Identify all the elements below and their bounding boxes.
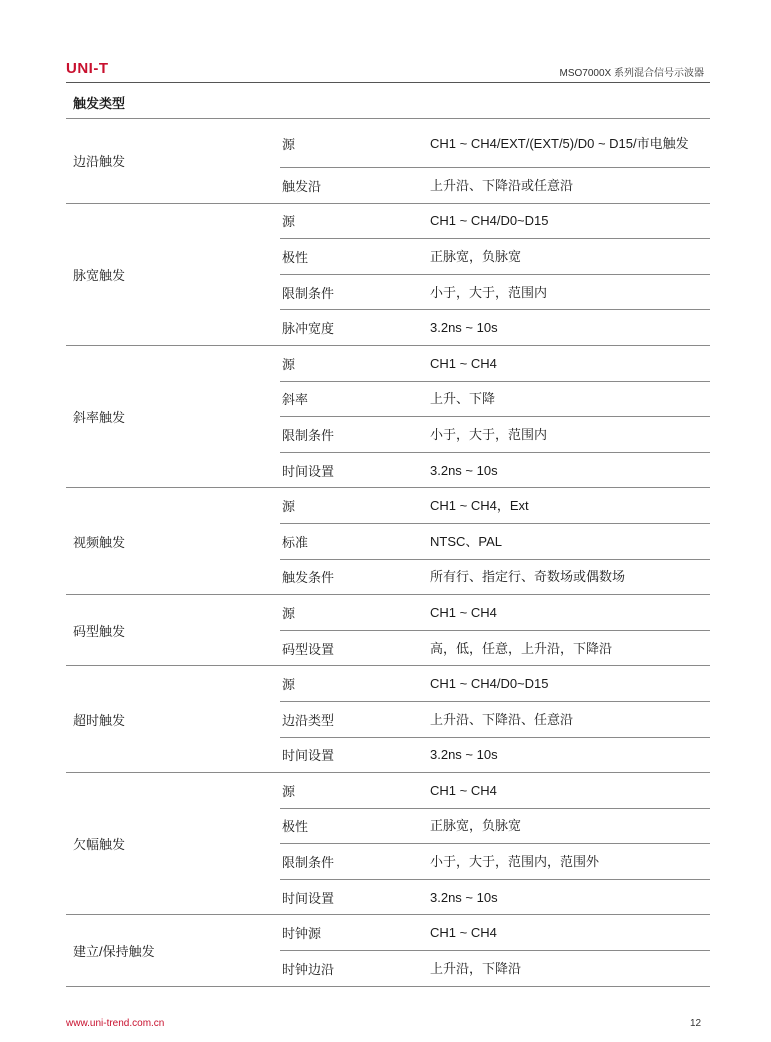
parameter-name: 限制条件 bbox=[280, 844, 427, 880]
parameter-name: 时间设置 bbox=[280, 452, 427, 488]
trigger-type-name: 建立/保持触发 bbox=[66, 915, 280, 986]
parameter-name: 极性 bbox=[280, 239, 427, 275]
parameter-name: 源 bbox=[280, 203, 427, 239]
spec-row bbox=[66, 915, 710, 951]
parameter-name: 源 bbox=[280, 773, 427, 809]
trigger-type-name: 视频触发 bbox=[66, 488, 280, 595]
trigger-type-name: 边沿触发 bbox=[66, 119, 280, 204]
parameter-value: 所有行、指定行、奇数场或偶数场 bbox=[427, 559, 710, 595]
page-header bbox=[66, 58, 710, 84]
parameter-value: CH1 ~ CH4/D0~D15 bbox=[427, 666, 710, 702]
parameter-name: 脉冲宽度 bbox=[280, 310, 427, 346]
parameter-value: CH1 ~ CH4，Ext bbox=[427, 488, 710, 524]
spec-row bbox=[66, 773, 710, 809]
spec-row bbox=[66, 666, 710, 702]
brand-logo: UNI-T bbox=[66, 60, 109, 77]
parameter-value: NTSC、PAL bbox=[427, 523, 710, 559]
parameter-value: 正脉宽，负脉宽 bbox=[427, 239, 710, 275]
parameter-value: 3.2ns ~ 10s bbox=[427, 452, 710, 488]
parameter-name: 触发沿 bbox=[280, 168, 427, 204]
parameter-value: CH1 ~ CH4 bbox=[427, 595, 710, 631]
spec-row bbox=[66, 488, 710, 524]
trigger-type-name: 超时触发 bbox=[66, 666, 280, 773]
trigger-type-name: 脉宽触发 bbox=[66, 203, 280, 345]
parameter-value: 上升沿、下降沿、任意沿 bbox=[427, 701, 710, 737]
parameter-value: 上升、下降 bbox=[427, 381, 710, 417]
parameter-value: 上升沿、下降沿或任意沿 bbox=[427, 168, 710, 204]
spec-row bbox=[66, 345, 710, 381]
parameter-value: CH1 ~ CH4 bbox=[427, 915, 710, 951]
spec-row bbox=[66, 119, 710, 168]
footer-url[interactable]: www.uni-trend.com.cn bbox=[66, 1018, 165, 1029]
document-title: MSO7000X 系列混合信号示波器 bbox=[559, 68, 704, 79]
parameter-value: 正脉宽，负脉宽 bbox=[427, 808, 710, 844]
parameter-value: 3.2ns ~ 10s bbox=[427, 310, 710, 346]
parameter-name: 源 bbox=[280, 595, 427, 631]
trigger-type-name: 斜率触发 bbox=[66, 345, 280, 487]
parameter-value: 3.2ns ~ 10s bbox=[427, 737, 710, 773]
parameter-name: 时钟边沿 bbox=[280, 951, 427, 987]
parameter-name: 源 bbox=[280, 488, 427, 524]
parameter-name: 标准 bbox=[280, 523, 427, 559]
parameter-value: 小于，大于，范围内 bbox=[427, 274, 710, 310]
spec-row bbox=[66, 203, 710, 239]
parameter-value: 上升沿，下降沿 bbox=[427, 951, 710, 987]
parameter-name: 源 bbox=[280, 119, 427, 168]
trigger-type-name: 欠幅触发 bbox=[66, 773, 280, 915]
parameter-value: 高，低，任意，上升沿，下降沿 bbox=[427, 630, 710, 666]
trigger-spec-table bbox=[66, 118, 710, 987]
parameter-value: CH1 ~ CH4 bbox=[427, 345, 710, 381]
parameter-name: 斜率 bbox=[280, 381, 427, 417]
trigger-type-name: 码型触发 bbox=[66, 595, 280, 666]
parameter-name: 时间设置 bbox=[280, 737, 427, 773]
parameter-name: 时间设置 bbox=[280, 879, 427, 915]
parameter-name: 边沿类型 bbox=[280, 701, 427, 737]
parameter-name: 码型设置 bbox=[280, 630, 427, 666]
parameter-value: CH1 ~ CH4/EXT/(EXT/5)/D0 ~ D15/市电触发 bbox=[427, 119, 710, 168]
spec-row bbox=[66, 595, 710, 631]
parameter-value: 3.2ns ~ 10s bbox=[427, 879, 710, 915]
parameter-value: 小于，大于，范围内 bbox=[427, 417, 710, 453]
header-divider bbox=[66, 82, 710, 83]
parameter-name: 源 bbox=[280, 345, 427, 381]
parameter-value: CH1 ~ CH4/D0~D15 bbox=[427, 203, 710, 239]
parameter-name: 触发条件 bbox=[280, 559, 427, 595]
parameter-value: 小于，大于，范围内，范围外 bbox=[427, 844, 710, 880]
parameter-name: 极性 bbox=[280, 808, 427, 844]
section-heading: 触发类型 bbox=[73, 96, 126, 111]
parameter-value: CH1 ~ CH4 bbox=[427, 773, 710, 809]
parameter-name: 时钟源 bbox=[280, 915, 427, 951]
page-number: 12 bbox=[690, 1018, 702, 1029]
parameter-name: 限制条件 bbox=[280, 417, 427, 453]
parameter-name: 限制条件 bbox=[280, 274, 427, 310]
parameter-name: 源 bbox=[280, 666, 427, 702]
